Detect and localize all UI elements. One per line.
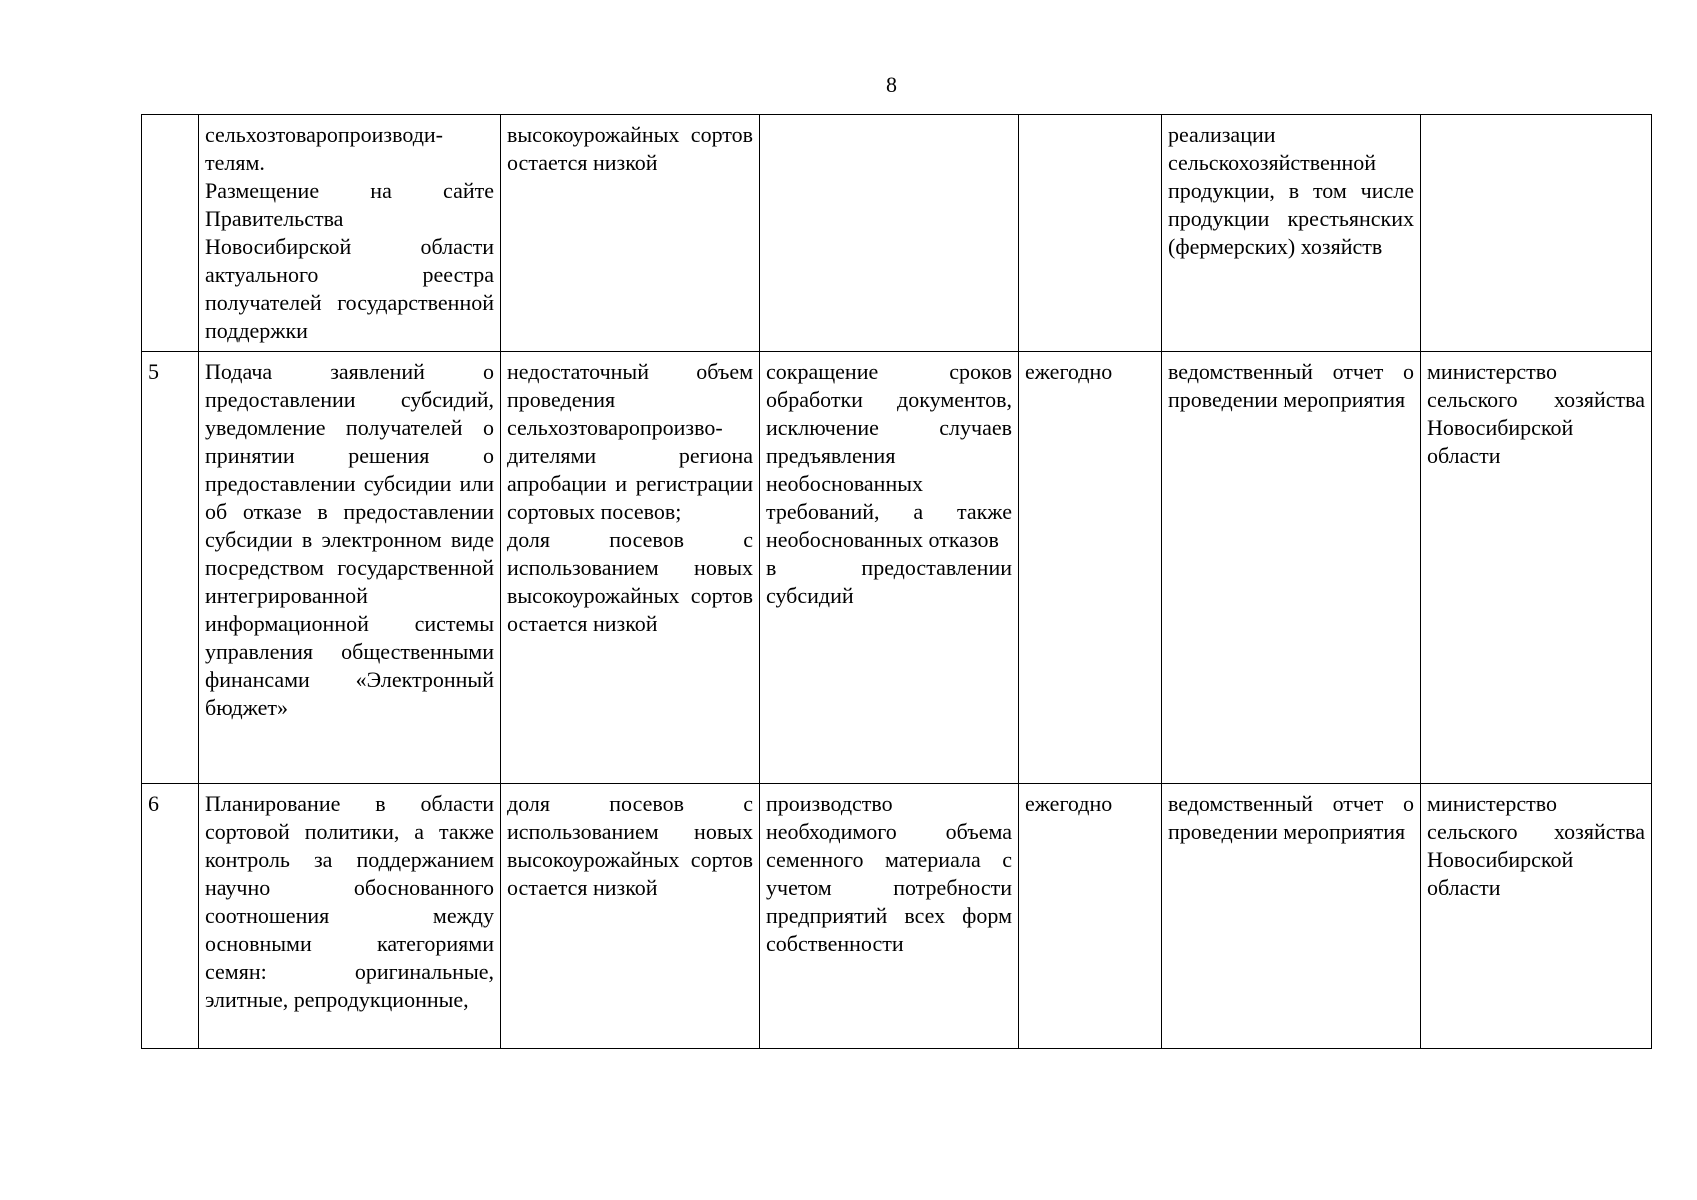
table-row-6	[142, 784, 1652, 1049]
cell-result: производство необходимого объема семенного материала с учетом потребности предприятий всех форм собственности	[760, 784, 1019, 1049]
cell-activity: Планирование в области сортовой политики, а также контроль за поддержанием научно обоснованного соотношения между основными категориями семян: оригинальные, элитные, репродукционные,	[199, 784, 501, 1049]
cell-problem: доля посевов с использованием новых высокоурожайных сортов остается низкой	[501, 784, 760, 1049]
cell-responsible: министерство сельского хозяйства Новосибирской области	[1421, 352, 1652, 784]
cell-activity: Подача заявлений о предоставлении субсидий, уведомление получателей о принятии решения о предоставлении субсидии или об отказе в предоставлении субсидии в электронном виде посредством государственной интегрированной информационной системы управления общественными финансами «Электронный бюджет»	[199, 352, 501, 784]
table-row-continuation	[142, 115, 1652, 352]
cell-number: 6	[142, 784, 199, 1049]
cell-responsible: министерство сельского хозяйства Новосибирской области	[1421, 784, 1652, 1049]
cell-result: сокращение сроков обработки документов, исключение случаев предъявления необоснованных требований, а также необоснованных отказов в предоставлении субсидий	[760, 352, 1019, 784]
cell-indicator: ведомственный отчет о проведении мероприятия	[1162, 352, 1421, 784]
cell-number	[142, 115, 199, 352]
cell-indicator: ведомственный отчет о проведении мероприятия	[1162, 784, 1421, 1049]
cell-period	[1019, 115, 1162, 352]
cell-number: 5	[142, 352, 199, 784]
cell-period: ежегодно	[1019, 352, 1162, 784]
cell-responsible	[1421, 115, 1652, 352]
table-row-5	[142, 352, 1652, 784]
cell-problem: высокоурожайных сортов остается низкой	[501, 115, 760, 352]
cell-problem: недостаточный объем проведения сельхозтоваропроизво- дителями региона апробации и регистрации сортовых посевов; доля посевов с использованием новых высокоурожайных сортов остается низкой	[501, 352, 760, 784]
measures-table	[141, 114, 1652, 1049]
cell-period: ежегодно	[1019, 784, 1162, 1049]
cell-result	[760, 115, 1019, 352]
page-number: 8	[886, 72, 897, 97]
cell-activity: сельхозтоваропроизводи- телям. Размещение на сайте Правительства Новосибирской области актуального реестра получателей государственной поддержки	[199, 115, 501, 352]
cell-indicator: реализации сельскохозяйственной продукции, в том числе продукции крестьянских (фермерских) хозяйств	[1162, 115, 1421, 352]
